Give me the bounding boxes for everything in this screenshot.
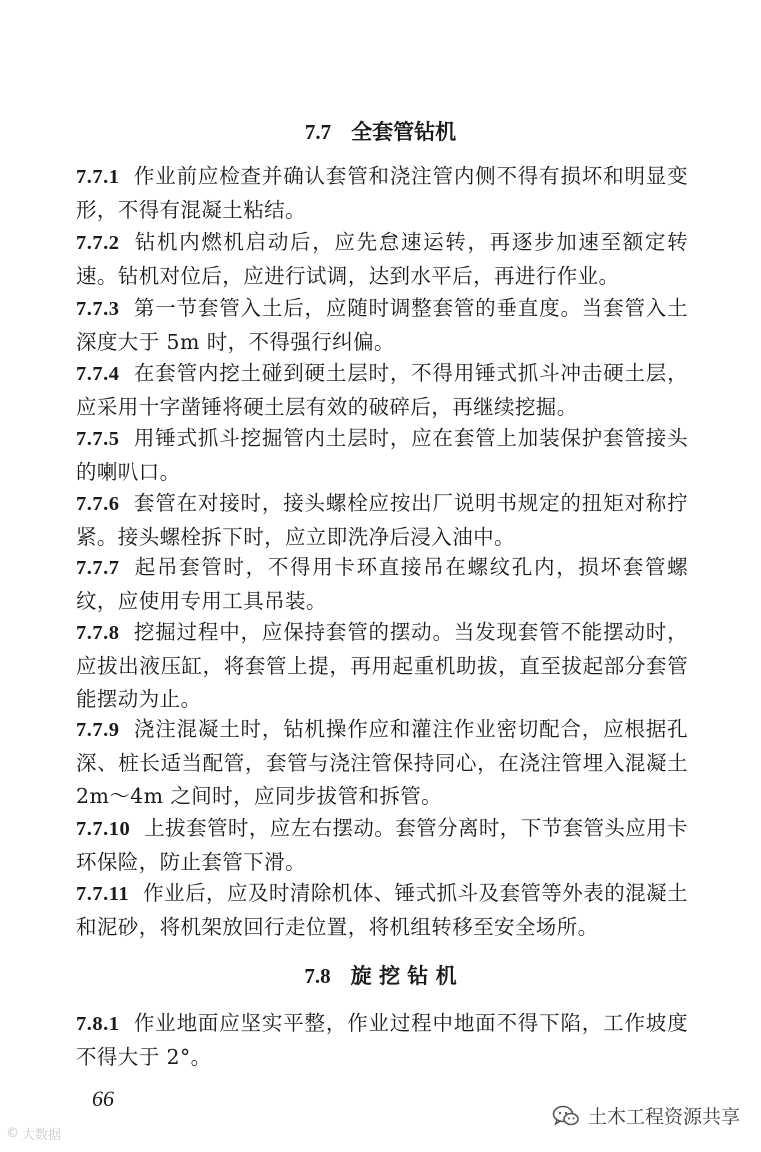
wechat-icon bbox=[552, 1104, 580, 1128]
clause-7-7-11 bbox=[76, 877, 688, 944]
c-circle-icon: © bbox=[6, 1126, 19, 1141]
clause-number: 7.7.6 bbox=[76, 493, 120, 515]
clause-text: 用锤式抓斗挖掘管内土层时，应在套管上加装保护套管接头的喇叭口。 bbox=[76, 426, 688, 484]
clause-7-7-4 bbox=[76, 357, 688, 424]
watermark-right-text: 土木工程资源共享 bbox=[588, 1106, 741, 1128]
clause-text: 作业前应检查并确认套管和浇注管内侧不得有损坏和明显变形，不得有混凝土粘结。 bbox=[76, 164, 688, 222]
watermark-right bbox=[552, 1102, 740, 1129]
clause-number: 7.7.5 bbox=[76, 428, 120, 450]
clause-text: 浇注混凝土时，钻机操作应和灌注作业密切配合，应根据孔深、桩长适当配管，套管与浇注管保持同心，在浇注管埋入混凝土 2m～4m 之间时，应同步拔管和拆管。 bbox=[76, 717, 688, 808]
clause-7-7-8 bbox=[76, 616, 688, 716]
clause-text: 挖掘过程中，应保持套管的摆动。当发现套管不能摆动时，应拔出液压缸，将套管上提，再用起重机助拔，直至拔起部分套管能摆动为止。 bbox=[76, 620, 688, 711]
clause-7-7-5 bbox=[76, 422, 688, 489]
page-number: 66 bbox=[92, 1086, 114, 1111]
section-title: 旋 挖 钻 机 bbox=[350, 964, 457, 988]
clause-text: 作业地面应坚实平整，作业过程中地面不得下陷，工作坡度不得大于 2°。 bbox=[76, 1011, 688, 1069]
clause-7-7-1 bbox=[76, 160, 688, 227]
clause-text: 作业后，应及时清除机体、锤式抓斗及套管等外表的混凝土和泥砂，将机架放回行走位置，将机组转移至安全场所。 bbox=[76, 881, 688, 939]
clause-number: 7.7.7 bbox=[76, 557, 120, 579]
clause-7-7-6 bbox=[76, 487, 688, 554]
clause-text: 套管在对接时，接头螺栓应按出厂说明书规定的扭矩对称拧紧。接头螺栓拆下时，应立即洗净后浸入油中。 bbox=[76, 491, 688, 549]
clause-number: 7.7.4 bbox=[76, 363, 120, 385]
clause-number: 7.7.1 bbox=[76, 166, 120, 188]
clause-7-7-9 bbox=[76, 713, 688, 813]
clause-number: 7.7.9 bbox=[76, 719, 120, 741]
watermark-left bbox=[6, 1124, 61, 1143]
section-heading-7-8 bbox=[0, 960, 761, 990]
clause-text: 在套管内挖土碰到硬土层时，不得用锤式抓斗冲击硬土层，应采用十字凿锤将硬土层有效的破碎后，再继续挖掘。 bbox=[76, 361, 688, 419]
clause-7-7-10 bbox=[76, 812, 688, 879]
clause-number: 7.7.10 bbox=[76, 818, 131, 840]
clause-text: 钻机内燃机启动后，应先怠速运转，再逐步加速至额定转速。钻机对位后，应进行试调，达到水平后，再进行作业。 bbox=[76, 230, 688, 288]
section-number: 7.8 bbox=[304, 964, 331, 988]
section-number: 7.7 bbox=[304, 120, 332, 144]
clause-7-8-1 bbox=[76, 1007, 688, 1074]
clause-7-7-7 bbox=[76, 551, 688, 618]
clause-number: 7.8.1 bbox=[76, 1013, 120, 1035]
clause-7-7-3 bbox=[76, 292, 688, 359]
clause-number: 7.7.2 bbox=[76, 232, 120, 254]
section-title: 全套管钻机 bbox=[351, 120, 457, 144]
section-heading-7-7 bbox=[0, 116, 761, 146]
clause-number: 7.7.11 bbox=[76, 883, 130, 905]
clause-text: 起吊套管时，不得用卡环直接吊在螺纹孔内，损坏套管螺纹，应使用专用工具吊装。 bbox=[76, 555, 688, 613]
watermark-left-text: 大数据 bbox=[22, 1128, 62, 1143]
clause-text: 第一节套管入土后，应随时调整套管的垂直度。当套管入土深度大于 5m 时，不得强行纠偏。 bbox=[76, 296, 688, 354]
clause-number: 7.7.3 bbox=[76, 298, 120, 320]
clause-number: 7.7.8 bbox=[76, 622, 120, 644]
clause-text: 上拔套管时，应左右摆动。套管分离时，下节套管头应用卡环保险，防止套管下滑。 bbox=[76, 816, 688, 874]
clause-7-7-2 bbox=[76, 226, 688, 293]
